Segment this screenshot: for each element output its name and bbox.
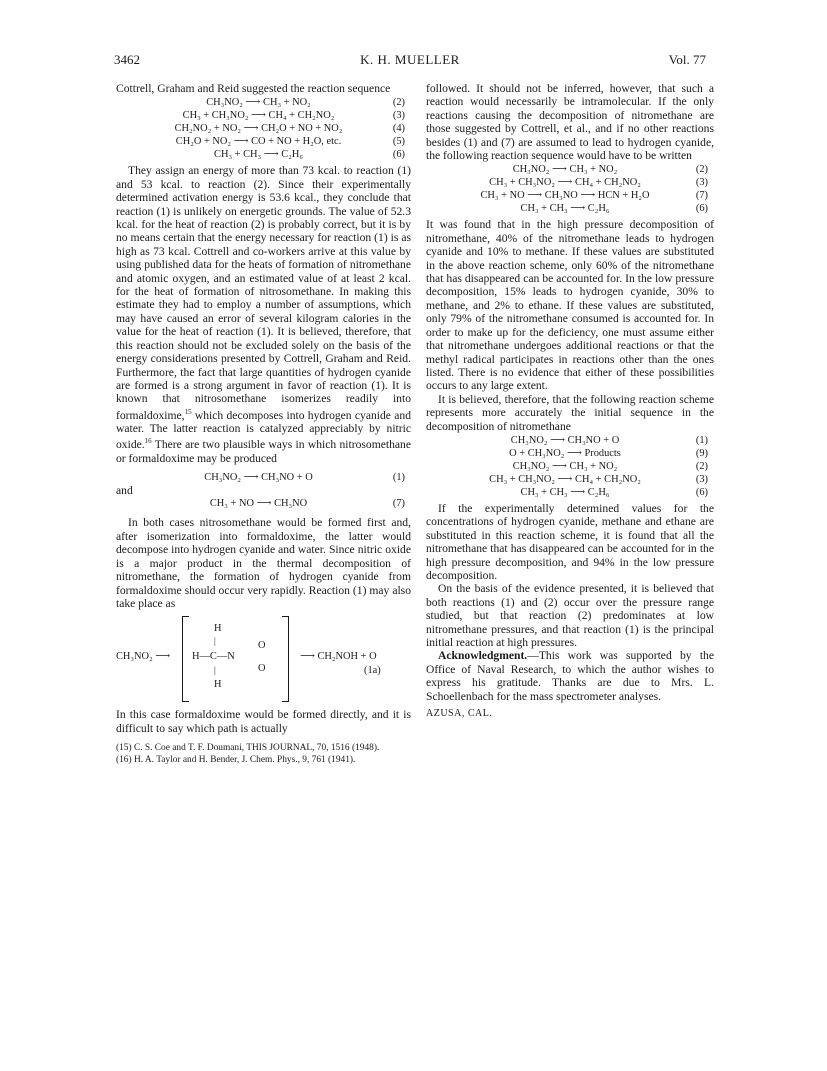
equation-block-alternative [426,163,714,215]
equation-block-cottrell [116,96,411,161]
author-location: AZUSA, CAL. [426,708,493,720]
proposed-equation-5 [426,486,714,499]
equation-number: (3) [695,177,708,189]
acknowledgment [426,649,714,703]
volume-label: Vol. 77 [668,52,706,67]
struct-h-top: H [214,623,222,635]
left-column [116,82,411,766]
struct-bond-top: | [214,636,216,647]
cottrell-equation-4 [116,135,411,148]
left-paragraph-4: In this case formaldoxime would be formed directly, and it is difficult to say which path is actually [116,708,411,735]
struct-eq-number: (1a) [364,665,381,677]
and-connector: and [116,484,133,498]
equation-expression: CH₃ + CH₃ ⟶ C₂H₆ [214,149,303,161]
struct-o-bottom: O [258,663,266,675]
page-number: 3462 [114,52,140,67]
right-paragraph-1: followed. It should not be inferred, however, that such a reaction would necessarily be intramolecular. If the only reactions causing the decomposition of nitromethane are those suggested by Cottrell, et al., and if no other reactions besides (1) and (7) are assumed to lead to hydrogen cyanide, the following reaction sequence would have to be written [426,82,714,163]
acknowledgment-label: Acknowledgment. [438,649,528,663]
equation-expression: CH₃ + CH₃ ⟶ C₂H₆ [520,486,610,498]
struct-product: ⟶ CH₂NOH + O [300,651,377,663]
alternative-equation-3 [426,189,714,202]
equation-number: (6) [695,486,708,498]
footnote-15: (15) C. S. Coe and T. F. Doumani, THIS JOURNAL, 70, 1516 (1948). [116,743,380,754]
equation-number: (6) [392,149,405,161]
page-header [114,52,706,68]
equation-number: (9) [695,447,708,459]
struct-o-top: O [258,640,266,652]
footnotes [116,743,411,766]
struct-center: H—C—N [192,651,235,663]
equation-number: (3) [392,110,405,122]
footnote-ref-16: 16 [144,437,152,446]
equation-expression: CH₂O + NO₂ ⟶ CO + NO + H₂O, etc. [175,136,342,148]
equation-number: (3) [695,473,708,485]
proposed-equation-3 [426,460,714,473]
cottrell-equation-5 [116,148,411,161]
equation-expression: CH₃NO₂ ⟶ CH₃NO + O [510,434,620,446]
bracket-left [182,616,189,702]
equation-number: (5) [392,136,405,148]
equation-block-proposed [426,434,714,499]
right-paragraph-2: It was found that in the high pressure decomposition of nitromethane, 40% of the nitromethane leads to hydrogen cyanide and 10% to methane. If these values are substituted in the above reaction scheme, only 60% of the nitromethane that has disappeared can be accounted for. In the low pressure decomposition, 15% leads to hydrogen cyanide, 30% to methane, and 2% to ethane. If these values are substituted, only 79% of the nitromethane consumed is accounted for. In order to make up for the deficiency, one must assume either that nitromethane undergoes additional reactions or that the methyl radical participates in reactions other than the ones listed. There is no evidence that either of these possibilities occurs to any large extent. [426,218,714,393]
equation-1: CH₃NO₂ ⟶ CH₃NO + O (1) [204,472,405,484]
struct-h-bottom: H [214,679,222,691]
left-paragraph-1: Cottrell, Graham and Reid suggested the reaction sequence [116,82,391,95]
equation-number: (7) [695,190,708,202]
cottrell-equation-1 [116,96,411,109]
equation-expression: CH₃NO₂ ⟶ CH₃ + NO₂ [512,460,618,472]
alternative-equation-4 [426,202,714,215]
equation-number: (2) [695,460,708,472]
proposed-equation-1 [426,434,714,447]
equation-number: (4) [392,123,405,135]
equation-expression: CH₃ + CH₃ ⟶ C₂H₆ [520,203,610,215]
equation-number: (1) [695,434,708,446]
equation-7: CH₃ + NO ⟶ CH₃NO (7) [209,498,405,510]
proposed-equation-4 [426,473,714,486]
cottrell-equation-2 [116,109,411,122]
equation-expression: CH₂NO₂ + NO₂ ⟶ CH₂O + NO + NO₂ [174,123,343,135]
struct-bond-bottom: | [214,665,216,676]
struct-reactant: CH₃NO₂ ⟶ [116,651,171,663]
right-column [426,82,714,720]
structural-formula-1a [116,612,411,704]
equation-expression: CH₃ + CH₃NO₂ ⟶ CH₄ + CH₂NO₂ [182,110,335,122]
right-paragraph-3: It is believed, therefore, that the following reaction scheme represents more accurately the initial sequence in the decomposition of nitromethane [426,392,714,433]
equation-expression: O + CH₃NO₂ ⟶ Products [509,447,621,459]
cottrell-equation-3 [116,122,411,135]
equation-number: (6) [695,203,708,215]
footnote-16: (16) H. A. Taylor and H. Bender, J. Chem. Phys., 9, 761 (1941). [116,754,356,765]
left-paragraph-2: They assign an energy of more than 73 kcal. to reaction (1) and 53 kcal. to reaction (2). Since their experimentally determined activation energy is 53.6 kcal., they conclude that reaction (1) is unlikely on energetic grounds. The value of 52.3 kcal. for the heat of reaction (2) is probably correct, but it is by no means certain that the energy necessary for reaction (1) is as high as 73 kcal. Cottrell and co-workers arrive at this value by using published data for the heats of formation of nitromethane and atomic oxygen, and an estimated value of at least 2 kcal. for the heat of formation of nitrosomethane. In making this estimate they had to employ a number of assumptions, which may have caused an error of several kilogram calories in the value for the heat of reaction (1). It is believed, therefore, that this reaction should not be excluded solely on the basis of the energy considerations presented by Cottrell, Graham and Reid. Furthermore, the fact that large quantities of hydrogen cyanide are formed is a strong argument in favor of reaction (1). It is known that nitrosomethane isomerizes readily into formaldoxime,$^{15}$ which decomposes into hydrogen cyanide and water. The latter reaction is catalyzed appreciably by nitric oxide.$^{16}$ There are two plausible ways in which nitrosomethane or formaldoxime may be produced [116,164,411,465]
equation-number: (2) [695,164,708,176]
running-author: K. H. MUELLER [360,52,460,67]
footnote-ref-15: 15 [184,407,192,416]
right-paragraph-5: On the basis of the evidence presented, it is believed that both reactions (1) and (2) occur over the pressure range studied, but that reaction (2) predominates at low nitromethane pressures, and that reaction (1) is the principal initial reaction at high pressures. [426,582,714,649]
right-paragraph-4: If the experimentally determined values for the concentrations of hydrogen cyanide, methane and ethane are substituted in this reaction scheme, it is found that all the nitromethane that has disappeared can be accounted for in the high pressure decomposition, and 94% in the low pressure decomposition. [426,501,714,582]
equation-expression: CH₃ + NO ⟶ CH₃NO ⟶ HCN + H₂O [480,190,650,202]
alternative-equation-2 [426,176,714,189]
proposed-equation-2 [426,447,714,460]
equation-expression: CH₃NO₂ ⟶ CH₃ + NO₂ [512,164,618,176]
bracket-right [282,616,289,702]
left-paragraph-3: In both cases nitrosomethane would be formed first and, after isomerization into formaldoxime, the latter would decompose into hydrogen cyanide and water. Since nitric oxide is a major product in the thermal decomposition of nitromethane, the formation of hydrogen cyanide from formaldoxime should occur very rapidly. Reaction (1) may also take place as [116,516,411,610]
equation-expression: CH₃ + CH₃NO₂ ⟶ CH₄ + CH₂NO₂ [489,177,641,189]
equation-number: (2) [392,97,405,109]
alternative-equation-1 [426,163,714,176]
acknowledgment-text: —This work was supported by the Office of Naval Research, to which the author wishes to express his gratitude. Thanks are due to Mrs. L. Schoellenbach for the mass spectrometer analyses. [426,649,714,703]
equation-expression: CH₃ + CH₃NO₂ ⟶ CH₄ + CH₂NO₂ [489,473,641,485]
equation-expression: CH₃NO₂ ⟶ CH₃ + NO₂ [206,97,311,109]
